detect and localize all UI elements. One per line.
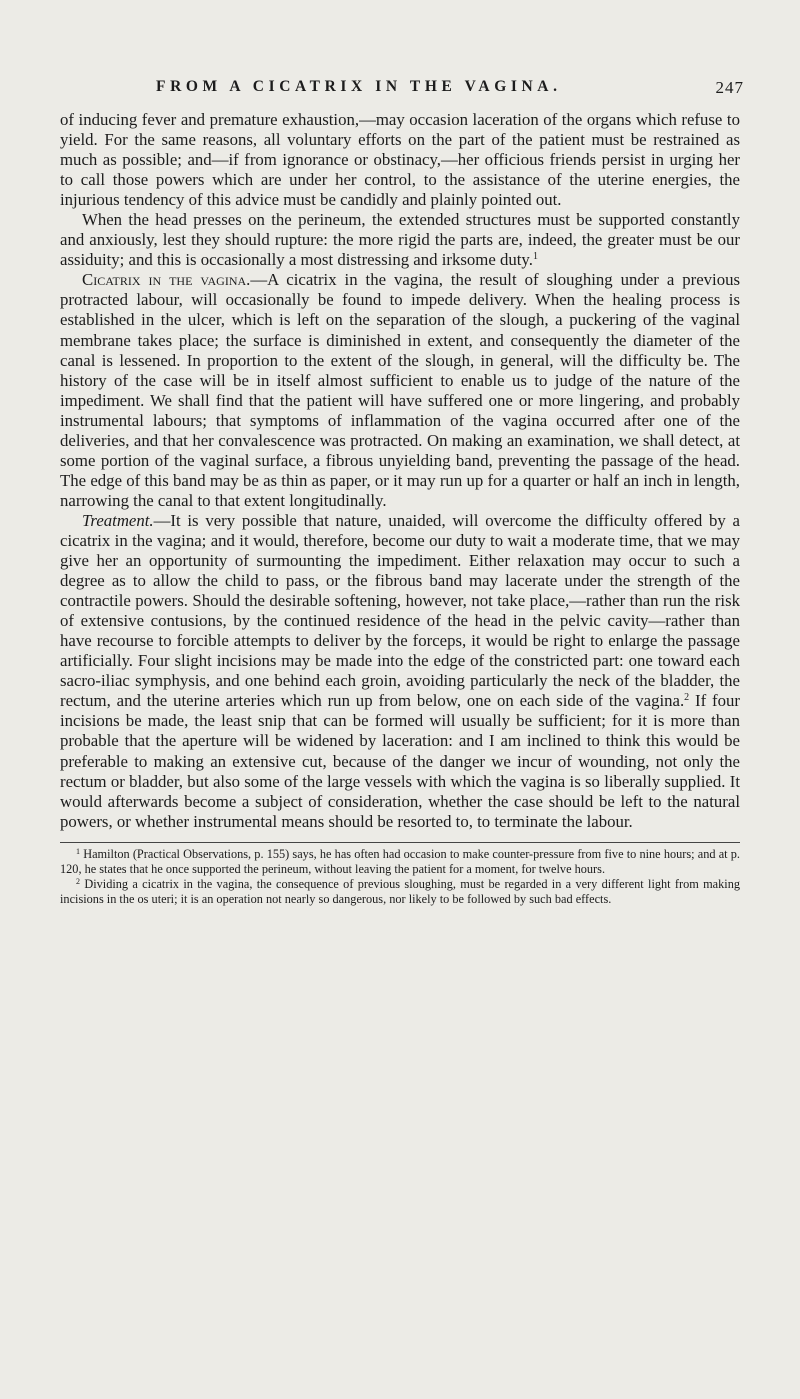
paragraph-1 bbox=[60, 110, 740, 210]
paragraph-cicatrix-text: —A cicatrix in the vagina, the result of sloughing under a previous protracted labour, will occasionally be found to impede delivery. When the healing process is established in the ulcer, which is left on the separation of the slough, a puckering of the vaginal membrane takes place; the surface is diminished in extent, and consequently the diameter of the canal is lessened. In proportion to the extent of the slough, in general, will the difficulty be. The history of the case will be in itself almost sufficient to enable us to judge of the nature of the impediment. We shall find that the patient will have suffered one or more lingering, and probably instrumental labours; that symptoms of inflammation of the vagina occurred after one of the deliveries, and that her convalescence was protracted. On making an examination, we shall detect, at some portion of the vaginal surface, a fibrous unyielding band, preventing the passage of the head. The edge of this band may be as thin as paper, or it may run up for a quarter or half an inch in length, narrowing the canal to that extent longitudinally. bbox=[60, 270, 741, 510]
footnote-1 bbox=[60, 847, 740, 877]
footnote-2 bbox=[60, 877, 740, 907]
footnotes bbox=[60, 847, 740, 907]
running-title: FROM A CICATRIX IN THE VAGINA. bbox=[156, 78, 562, 95]
body-text bbox=[60, 110, 740, 832]
footnote-rule bbox=[60, 842, 740, 843]
paragraph-1-text: of inducing fever and premature exhaustion,—may occasion laceration of the organs which refuse to yield. For the same reasons, all voluntary efforts on the part of the patient must be restrained as much as possible; and—if from ignorance or obstinacy,—her officious friends persist in urging her to call those powers which are under her control, to the assistance of the uterine energies, the injurious tendency of this advice must be candidly and plainly pointed out. bbox=[60, 110, 740, 210]
paragraph-2-text: When the head presses on the perineum, the extended structures must be supported constantly and anxiously, lest they should rupture: the more rigid the parts are, indeed, the greater must be our assiduity; and this is occasionally a most distressing and irksome duty. bbox=[60, 210, 740, 270]
section-heading-cicatrix: Cicatrix in the vagina. bbox=[82, 270, 251, 290]
paragraph-treatment bbox=[60, 511, 740, 832]
page-number: 247 bbox=[715, 78, 744, 97]
footnote-2-mark: 2 bbox=[76, 876, 80, 886]
section-heading-treatment: Treatment. bbox=[82, 510, 154, 530]
paragraph-2 bbox=[60, 210, 740, 270]
footnote-2-text: Dividing a cicatrix in the vagina, the consequence of previous sloughing, must be regarded in a very different light from making incisions in the os uteri; it is an operation not nearly so dangerous, nor likely to be followed by such bad effects. bbox=[60, 876, 740, 906]
footnote-1-text: Hamilton (Practical Observations, p. 155) says, he has often had occasion to make counter-pressure from five to nine hours; and at p. 120, he states that he once supported the perineum, without leaving the patient for a moment, for twelve hours. bbox=[60, 846, 740, 876]
paragraph-cicatrix bbox=[60, 270, 740, 511]
book-page bbox=[60, 78, 744, 907]
footnote-ref-1: 1 bbox=[532, 251, 538, 263]
footnote-1-mark: 1 bbox=[76, 846, 80, 856]
footnote-ref-2: 2 bbox=[684, 692, 690, 704]
paragraph-treatment-text-b: If four incisions be made, the least snip that can be formed will usually be sufficient; for it is more than probable that the aperture will be widened by laceration: and I am inclined to think this would be preferable to making an extensive cut, because of the danger we incur of wounding, not only the rectum or bladder, but also some of the large vessels with which the vagina is so liberally supplied. It would afterwards become a subject of consideration, whether the case should be left to the natural powers, or whether instrumental means should be resorted to, to terminate the labour. bbox=[60, 691, 740, 831]
running-header bbox=[60, 78, 744, 100]
paragraph-treatment-text-a: —It is very possible that nature, unaided, will overcome the difficulty offered by a cicatrix in the vagina; and it would, therefore, become our duty to wait a moderate time, that we may give her an opportunity of surmounting the impediment. Either relaxation may occur to such a degree as to allow the child to pass, or the fibrous band may lacerate under the strength of the contractile powers. Should the desirable softening, however, not take place,—rather than run the risk of extensive contusions, by the continued residence of the head in the pelvic cavity—rather than have recourse to forcible attempts to deliver by the forceps, it would be right to enlarge the passage artificially. Four slight incisions may be made into the edge of the constricted part: one toward each sacro-iliac symphysis, and one behind each groin, avoiding particularly the neck of the bladder, the rectum, and the uterine arteries which run up from below, one on each side of the vagina. bbox=[60, 510, 740, 711]
